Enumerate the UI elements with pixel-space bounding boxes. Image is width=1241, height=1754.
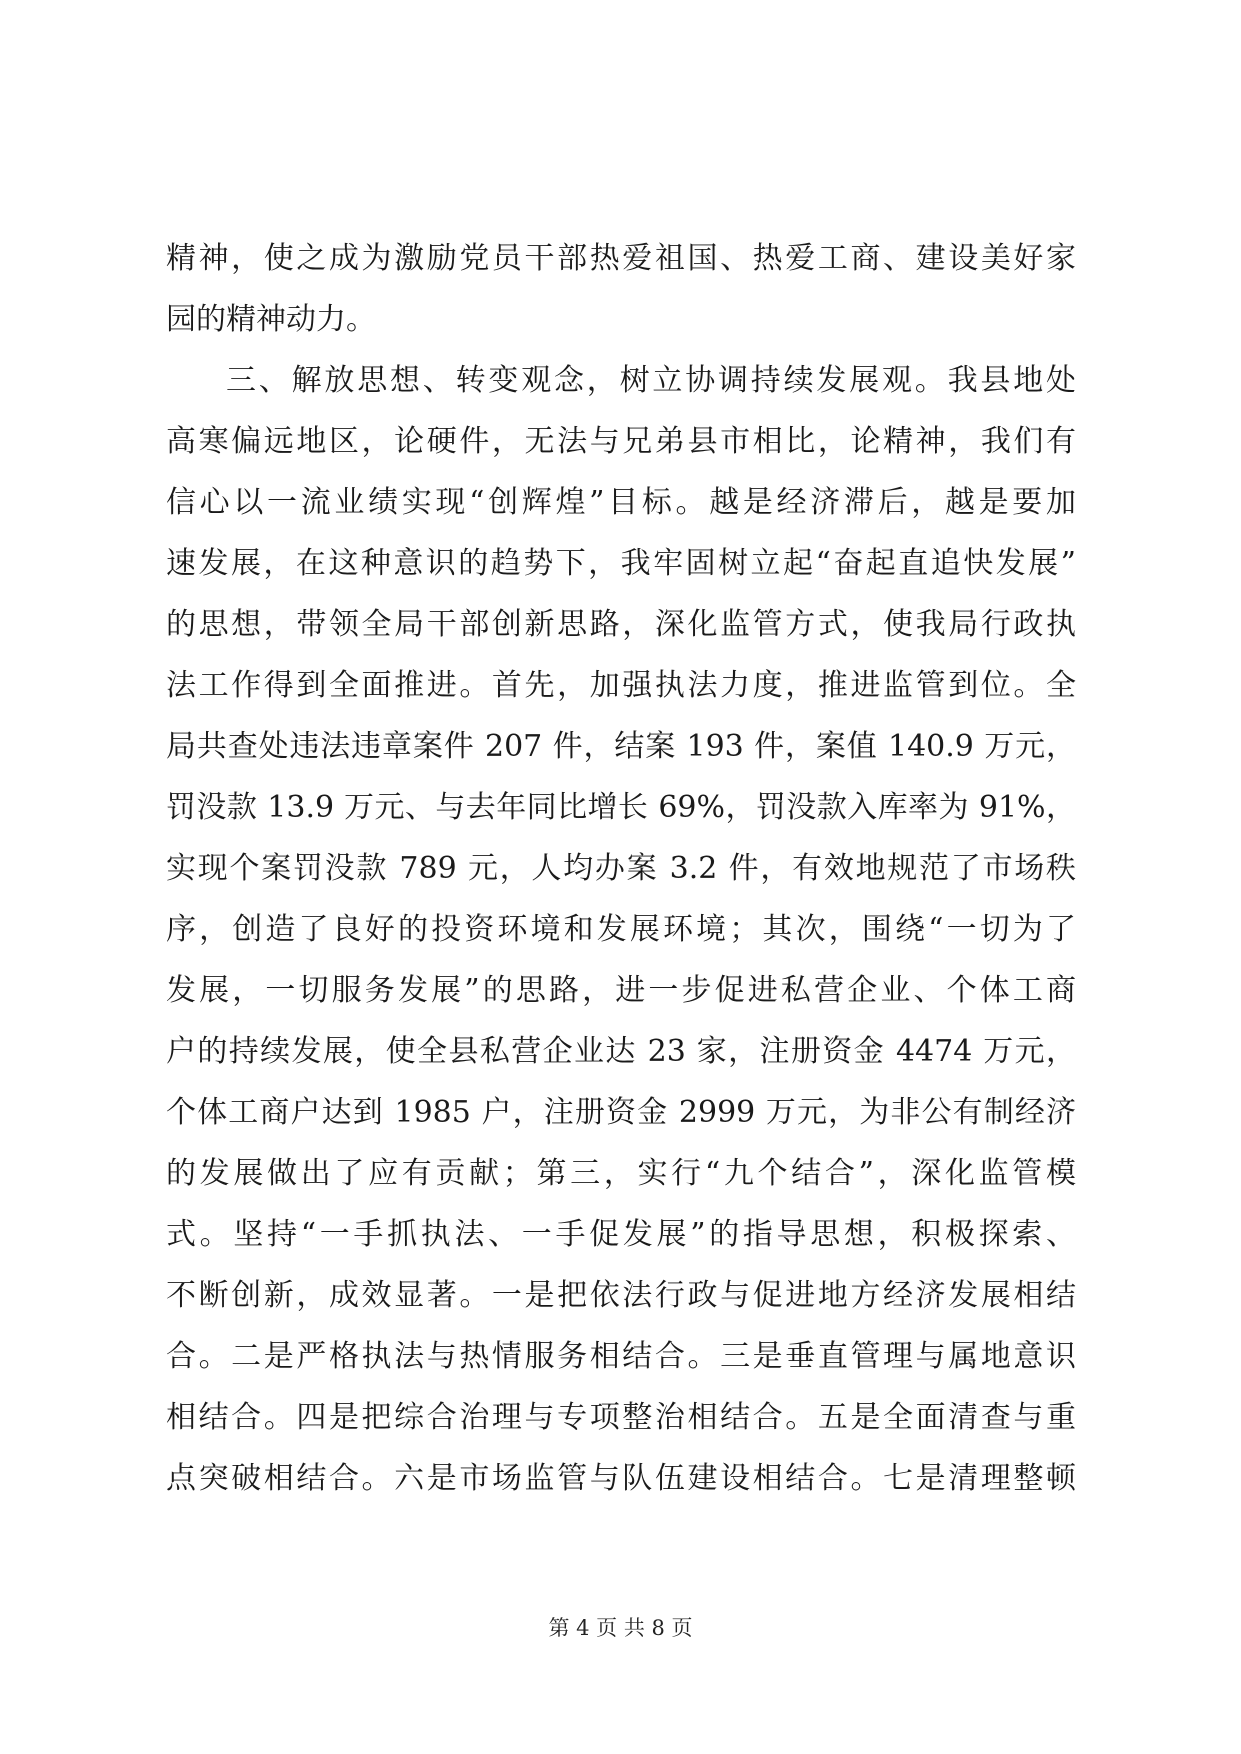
text-line: 序，创造了良好的投资环境和发展环境；其次，围绕“一切为了 xyxy=(166,912,1076,947)
text-line: 式。坚持“一手抓执法、一手促发展”的指导思想，积极探索、 xyxy=(166,1217,1076,1252)
text-line: 点突破相结合。六是市场监管与队伍建设相结合。七是清理整顿 xyxy=(166,1461,1076,1496)
text-line: 实现个案罚没款 789 元，人均办案 3.2 件，有效地规范了市场秩 xyxy=(166,851,1076,886)
document-body xyxy=(166,228,1076,1509)
page-number-footer: 第 4 页 共 8 页 xyxy=(548,1616,693,1640)
text-line: 相结合。四是把综合治理与专项整治相结合。五是全面清查与重 xyxy=(166,1400,1076,1435)
text-line: 发展，一切服务发展”的思路，进一步促进私营企业、个体工商 xyxy=(166,973,1076,1008)
text-line: 的思想，带领全局干部创新思路，深化监管方式，使我局行政执 xyxy=(166,607,1076,642)
text-line: 的发展做出了应有贡献；第三，实行“九个结合”，深化监管模 xyxy=(166,1156,1076,1191)
text-line: 高寒偏远地区，论硬件，无法与兄弟县市相比，论精神，我们有 xyxy=(166,424,1076,459)
text-line: 速发展，在这种意识的趋势下，我牢固树立起“奋起直追快发展” xyxy=(166,546,1076,581)
text-line: 园的精神动力。 xyxy=(166,302,376,337)
text-line: 户的持续发展，使全县私营企业达 23 家，注册资金 4474 万元， xyxy=(166,1034,1076,1069)
text-line: 信心以一流业绩实现“创辉煌”目标。越是经济滞后，越是要加 xyxy=(166,485,1076,520)
text-line: 精神，使之成为激励党员干部热爱祖国、热爱工商、建设美好家 xyxy=(166,241,1076,276)
text-line: 个体工商户达到 1985 户，注册资金 2999 万元，为非公有制经济 xyxy=(166,1095,1076,1130)
text-line: 法工作得到全面推进。首先，加强执法力度，推进监管到位。全 xyxy=(166,668,1076,703)
text-line: 局共查处违法违章案件 207 件，结案 193 件，案值 140.9 万元， xyxy=(166,729,1076,764)
text-line: 三、解放思想、转变观念，树立协调持续发展观。我县地处 xyxy=(226,363,1076,398)
text-line: 罚没款 13.9 万元、与去年同比增长 69%，罚没款入库率为 91%， xyxy=(166,790,1076,825)
text-line: 不断创新，成效显著。一是把依法行政与促进地方经济发展相结 xyxy=(166,1278,1076,1313)
text-line: 合。二是严格执法与热情服务相结合。三是垂直管理与属地意识 xyxy=(166,1339,1076,1374)
